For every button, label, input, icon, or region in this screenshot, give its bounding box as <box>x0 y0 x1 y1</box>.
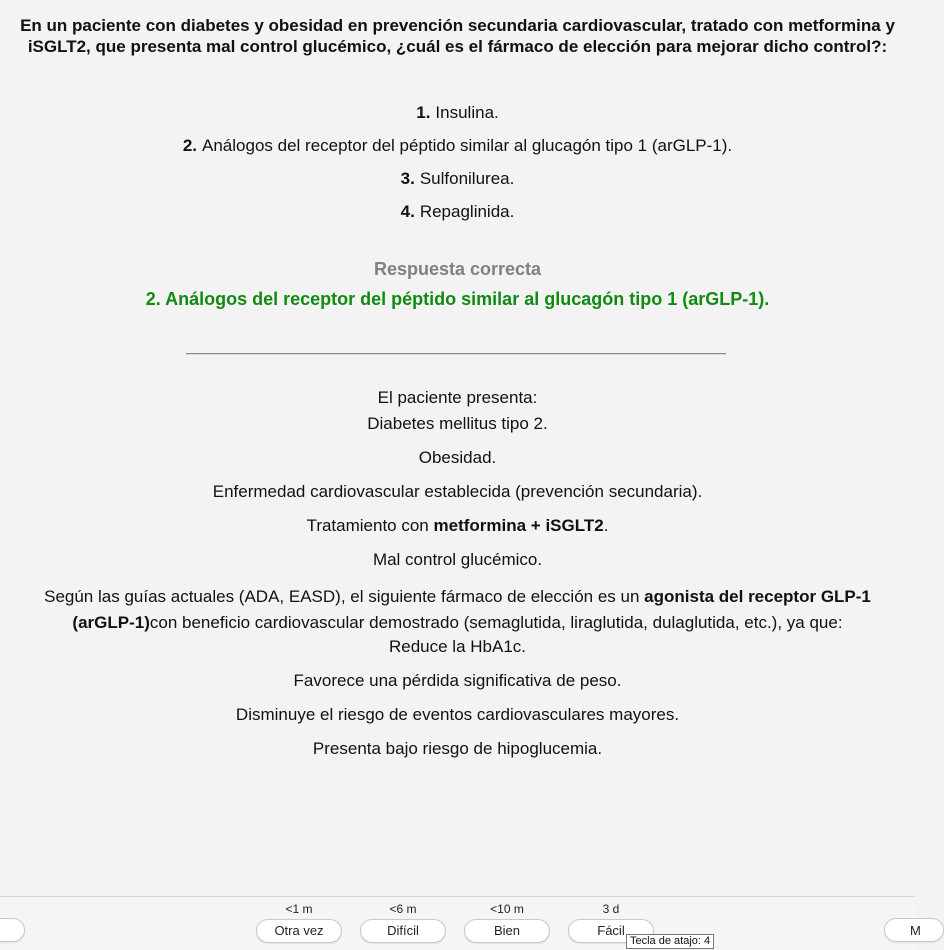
interval-label: 3 d <box>602 902 620 916</box>
question-text: En un paciente con diabetes y obesidad en prevención secundaria cardiovascular, tratado con metformina y iSGLT2, que presenta mal control glucémico, ¿cuál es el fármaco de elección para mejorar dicho control?: <box>20 16 895 56</box>
benefit-item: Favorece una pérdida significativa de peso. <box>293 671 622 690</box>
option-3: 3. Sulfonilurea. <box>400 169 515 188</box>
option-2: 2. Análogos del receptor del péptido similar al glucagón tipo 1 (arGLP-1). <box>182 136 733 155</box>
answer-bar <box>0 896 921 950</box>
ease-good <box>461 897 553 943</box>
answer-divider <box>186 353 726 355</box>
interval-label: <10 m <box>490 902 524 916</box>
again-button[interactable]: Otra vez <box>256 919 342 943</box>
explanation-item: Diabetes mellitus tipo 2. <box>367 414 548 433</box>
good-button[interactable]: Bien <box>464 919 550 943</box>
explanation-treatment: Tratamiento con metformina + iSGLT2. <box>306 516 609 535</box>
interval-label: <1 m <box>285 902 313 916</box>
edit-button[interactable] <box>0 918 25 942</box>
interval-label: <6 m <box>389 902 417 916</box>
explanation-item: Enfermedad cardiovascular establecida (prevención secundaria). <box>212 482 703 501</box>
ease-hard <box>357 897 449 943</box>
option-4: 4. Repaglinida. <box>400 202 515 221</box>
answer-label: Respuesta correcta <box>373 259 542 279</box>
more-button[interactable]: M <box>884 918 944 942</box>
benefit-item: Reduce la HbA1c. <box>388 637 527 656</box>
option-1: 1. Insulina. <box>416 103 499 122</box>
benefit-item: Disminuye el riesgo de eventos cardiovasculares mayores. <box>235 705 680 724</box>
explanation-control: Mal control glucémico. <box>372 550 543 569</box>
hard-button[interactable]: Difícil <box>360 919 446 943</box>
shortcut-tooltip: Tecla de atajo: 4 <box>626 934 714 949</box>
explanation-item: Obesidad. <box>418 448 497 467</box>
easy-button[interactable]: Fácil <box>568 919 654 943</box>
explanation-intro: El paciente presenta: <box>377 388 538 407</box>
explanation-paragraph: Según las guías actuales (ADA, EASD), el siguiente fármaco de elección es un agonista del receptor GLP-1 (arGLP-1)con beneficio cardiovascular demostrado (semaglutida, liraglutida, dulaglutida, etc.), ya que: <box>44 587 871 632</box>
ease-again <box>253 897 345 943</box>
correct-answer: 2. Análogos del receptor del péptido similar al glucagón tipo 1 (arGLP-1). <box>145 289 770 309</box>
benefit-item: Presenta bajo riesgo de hipoglucemia. <box>312 739 603 758</box>
